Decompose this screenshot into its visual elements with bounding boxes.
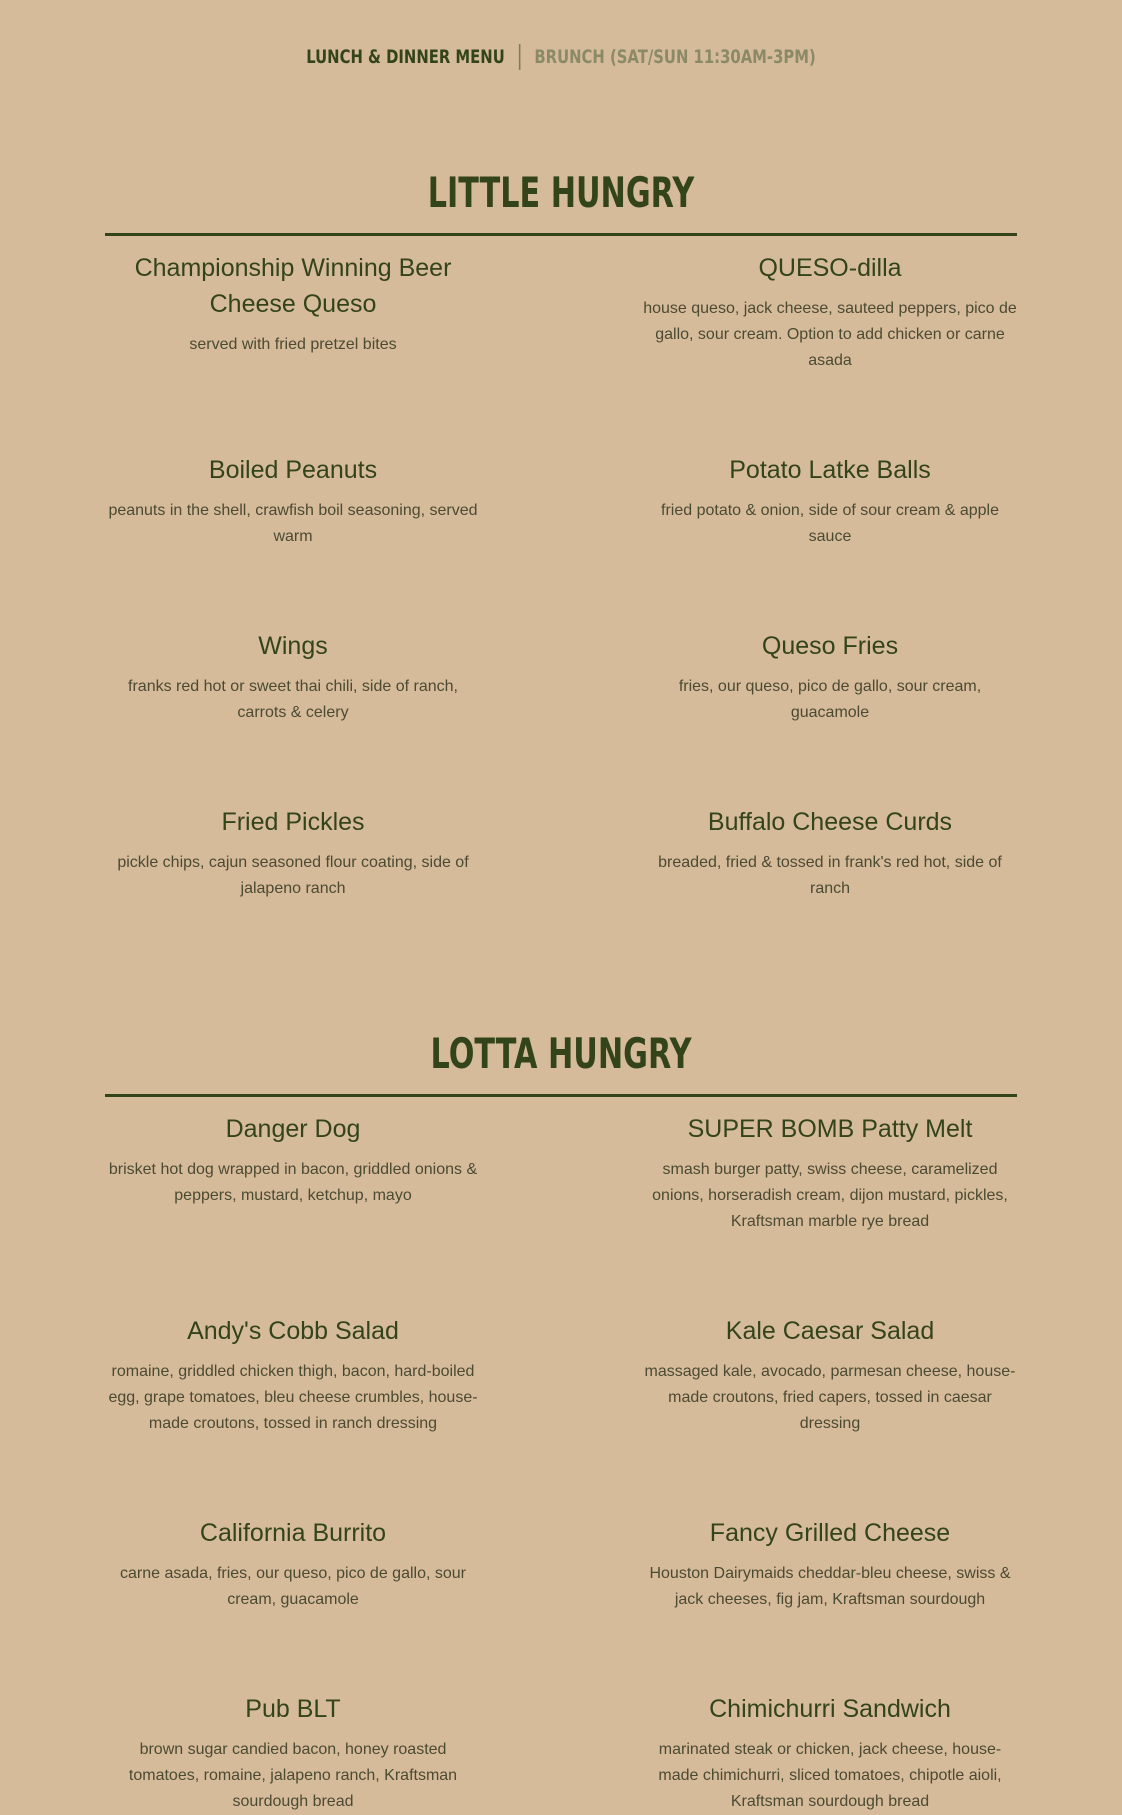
menu-item bbox=[106, 1111, 480, 1209]
item-name: Fancy Grilled Cheese bbox=[709, 1519, 951, 1547]
menu-item bbox=[106, 804, 480, 902]
menu-item bbox=[643, 250, 1017, 374]
section-divider bbox=[105, 1094, 1017, 1097]
item-name: Danger Dog bbox=[225, 1115, 361, 1143]
item-name: Andy's Cobb Salad bbox=[187, 1317, 399, 1345]
item-description: franks red hot or sweet thai chili, side of ranch, carrots & celery bbox=[128, 678, 458, 721]
item-name: SUPER BOMB Patty Melt bbox=[687, 1115, 973, 1143]
menu-item bbox=[643, 804, 1017, 902]
item-name: Boiled Peanuts bbox=[208, 456, 378, 484]
menu-item bbox=[643, 628, 1017, 726]
menu-item bbox=[106, 250, 480, 358]
item-name: Buffalo Cheese Curds bbox=[707, 808, 953, 836]
section-title-little-hungry: LITTLE HUNGRY bbox=[427, 168, 695, 217]
menu-item bbox=[643, 1313, 1017, 1437]
item-description: served with fried pretzel bites bbox=[189, 336, 397, 353]
item-name: QUESO-dilla bbox=[758, 254, 902, 282]
menu-item bbox=[106, 1515, 480, 1613]
item-description: smash burger patty, swiss cheese, caramelized onions, horseradish cream, dijon mustard, pickles, Kraftsman marble rye bread bbox=[652, 1161, 1008, 1230]
item-description: massaged kale, avocado, parmesan cheese, house-made croutons, fried capers, tossed in caesar dressing bbox=[644, 1363, 1016, 1432]
item-name: Wings bbox=[258, 632, 328, 660]
menu-item bbox=[643, 452, 1017, 550]
item-description: peanuts in the shell, crawfish boil seasoning, served warm bbox=[108, 502, 478, 545]
item-name: Queso Fries bbox=[761, 632, 899, 660]
item-description: fried potato & onion, side of sour cream & apple sauce bbox=[661, 502, 999, 545]
item-name: Kale Caesar Salad bbox=[725, 1317, 935, 1345]
item-description: brisket hot dog wrapped in bacon, griddled onions & peppers, mustard, ketchup, mayo bbox=[108, 1161, 478, 1204]
tab-divider bbox=[519, 44, 521, 70]
menu-item bbox=[106, 1691, 480, 1815]
item-description: Houston Dairymaids cheddar-bleu cheese, swiss & jack cheeses, fig jam, Kraftsman sourdough bbox=[649, 1565, 1011, 1608]
item-description: house queso, jack cheese, sauteed peppers, pico de gallo, sour cream. Option to add chicken or carne asada bbox=[643, 300, 1017, 369]
menu-item bbox=[643, 1111, 1017, 1235]
menu-item bbox=[643, 1691, 1017, 1815]
item-description: carne asada, fries, our queso, pico de gallo, sour cream, guacamole bbox=[120, 1565, 466, 1608]
item-description: pickle chips, cajun seasoned flour coating, side of jalapeno ranch bbox=[117, 854, 469, 897]
section-divider bbox=[105, 233, 1017, 236]
item-description: fries, our queso, pico de gallo, sour cream, guacamole bbox=[678, 678, 982, 721]
menu-item bbox=[106, 452, 480, 550]
item-description: romaine, griddled chicken thigh, bacon, hard-boiled egg, grape tomatoes, bleu cheese crumbles, house-made croutons, tossed in ranch dressing bbox=[108, 1363, 478, 1432]
menu-item bbox=[106, 628, 480, 726]
item-name: Fried Pickles bbox=[221, 808, 365, 836]
menu-item bbox=[643, 1515, 1017, 1613]
menu-item bbox=[106, 1313, 480, 1437]
item-name: Potato Latke Balls bbox=[729, 456, 931, 484]
menu-tabs bbox=[123, 44, 998, 70]
tab-lunch-dinner[interactable]: LUNCH & DINNER MENU bbox=[306, 46, 505, 68]
item-description: breaded, fried & tossed in frank's red hot, side of ranch bbox=[658, 854, 1002, 897]
item-description: marinated steak or chicken, jack cheese, house-made chimichurri, sliced tomatoes, chipotle aioli, Kraftsman sourdough bread bbox=[658, 1741, 1002, 1810]
section-title-lotta-hungry: LOTTA HUNGRY bbox=[430, 1029, 692, 1078]
tab-brunch[interactable]: BRUNCH (SAT/SUN 11:30AM-3PM) bbox=[534, 46, 816, 68]
item-description: brown sugar candied bacon, honey roasted tomatoes, romaine, jalapeno ranch, Kraftsman sourdough bread bbox=[128, 1741, 458, 1810]
item-name: California Burrito bbox=[199, 1519, 387, 1547]
item-name: Championship Winning Beer Cheese Queso bbox=[134, 254, 452, 318]
item-name: Pub BLT bbox=[245, 1695, 341, 1723]
item-name: Chimichurri Sandwich bbox=[709, 1695, 951, 1723]
